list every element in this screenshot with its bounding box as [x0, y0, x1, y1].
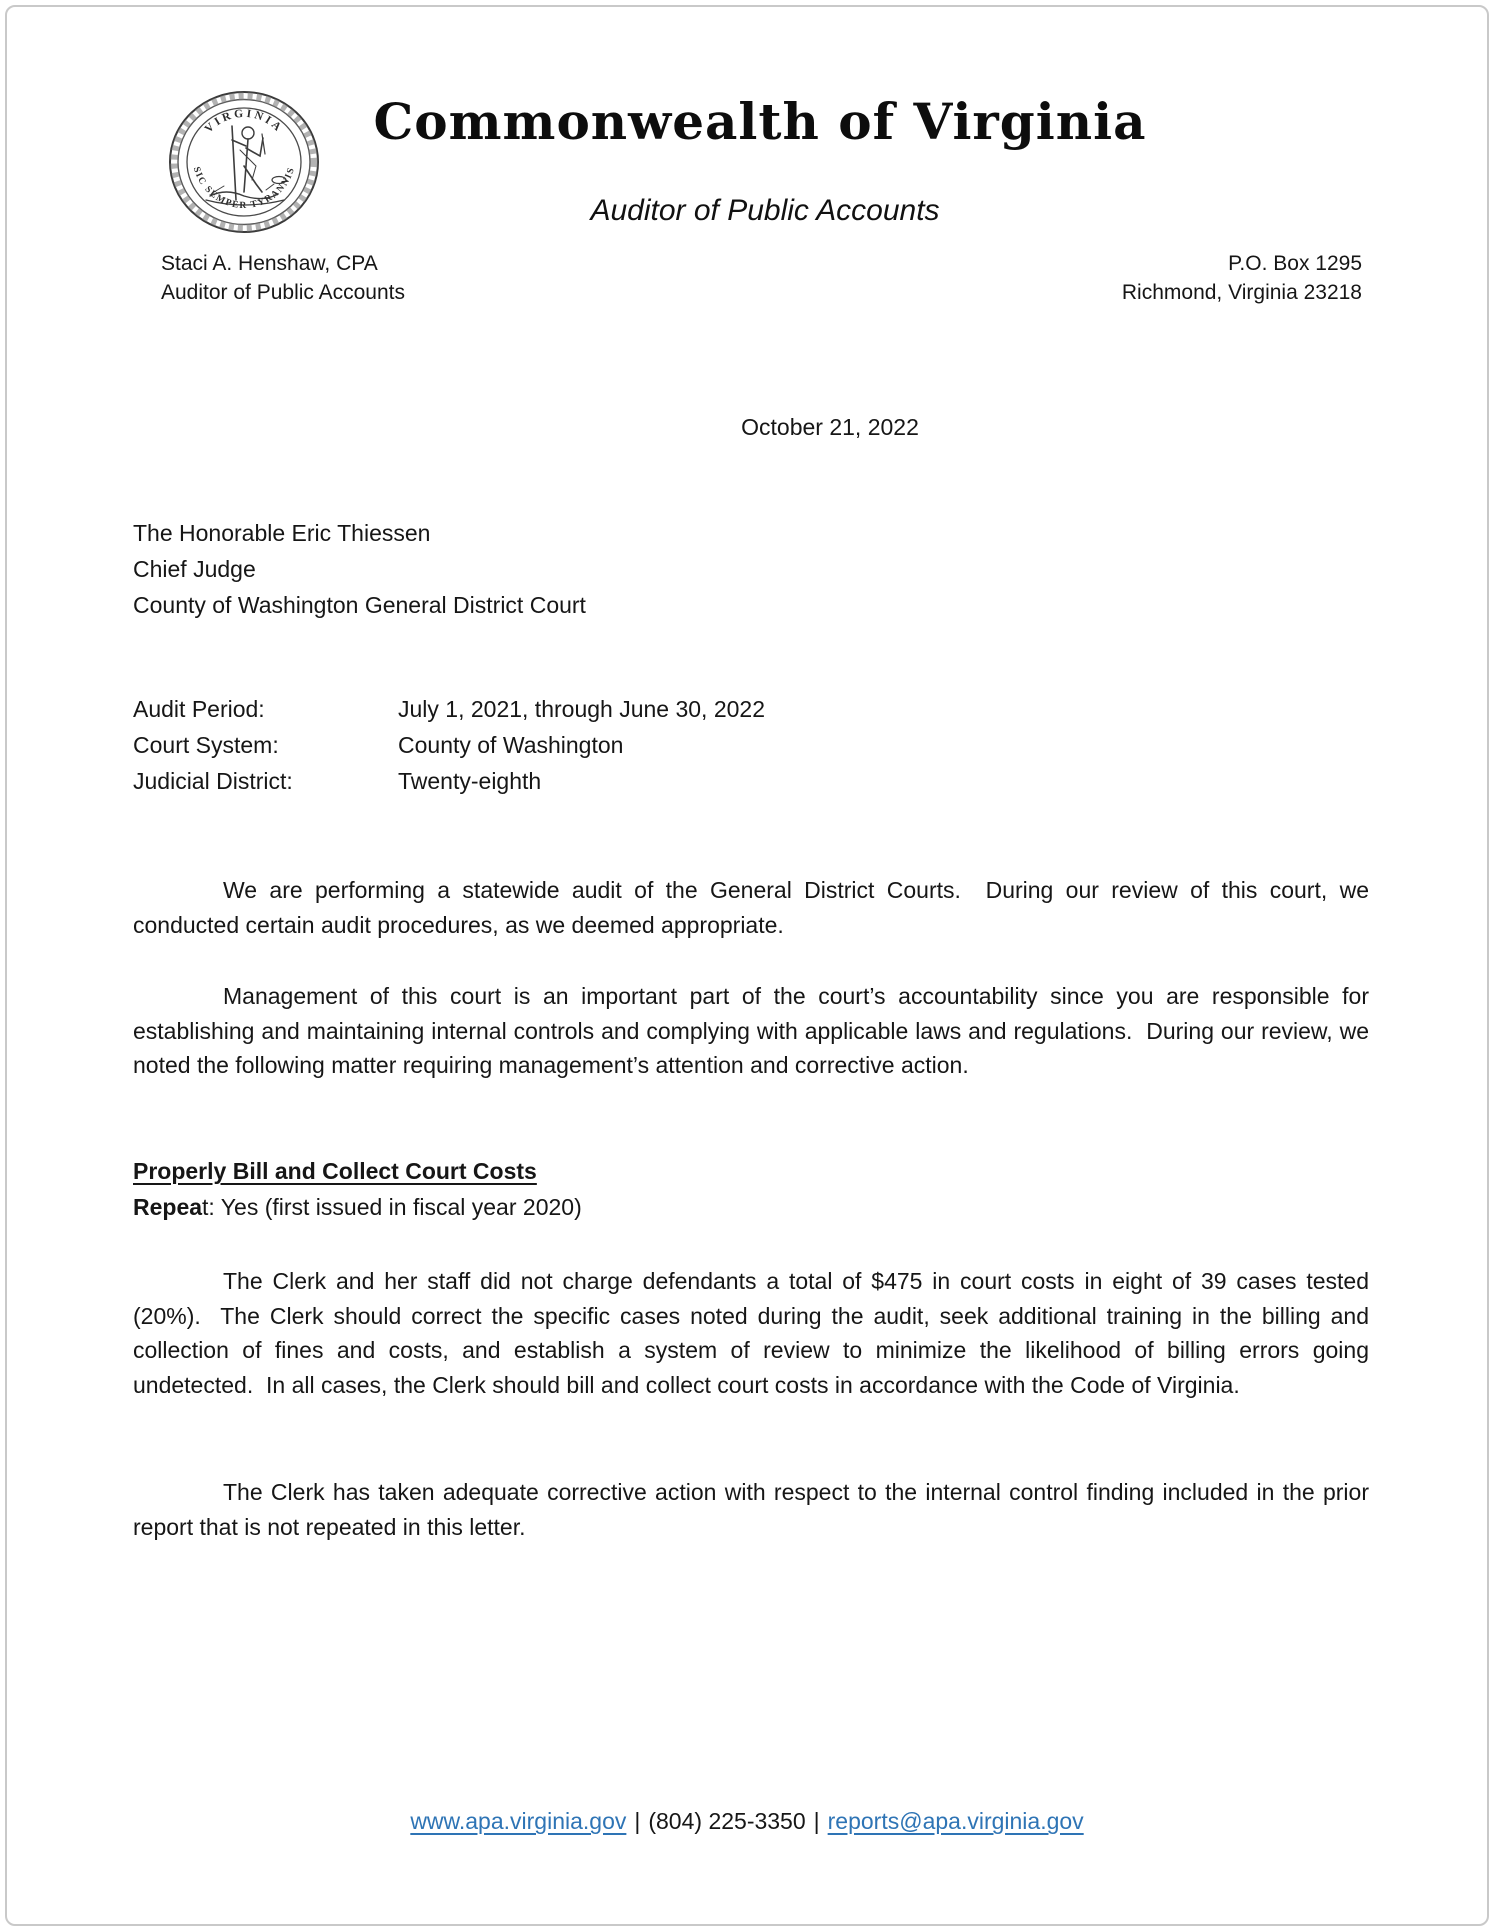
- audit-period-label: Audit Period:: [133, 696, 265, 722]
- court-system-row: [133, 727, 765, 763]
- court-system-label: Court System:: [133, 732, 279, 758]
- letter-date: October 21, 2022: [741, 414, 919, 440]
- website-link[interactable]: www.apa.virginia.gov: [410, 1808, 627, 1834]
- po-box: P.O. Box 1295: [1228, 252, 1362, 275]
- office-address-block: [1122, 249, 1362, 307]
- auditor-title: Auditor of Public Accounts: [161, 281, 405, 304]
- recipient-court: County of Washington General District Court: [133, 592, 586, 618]
- org-subtitle: Auditor of Public Accounts: [590, 194, 940, 227]
- finding-heading: Properly Bill and Collect Court Costs: [133, 1158, 537, 1184]
- auditor-contact-block: [161, 249, 405, 307]
- court-system-value: County of Washington: [398, 732, 624, 758]
- recipient-block: [133, 515, 586, 623]
- audit-details-block: [133, 691, 765, 799]
- judicial-district-label: Judicial District:: [133, 768, 293, 794]
- judicial-district-value: Twenty-eighth: [398, 768, 542, 794]
- recipient-name: The Honorable Eric Thiessen: [133, 520, 431, 546]
- audit-period-row: [133, 691, 765, 727]
- repeat-label-bold: Repea: [133, 1194, 203, 1220]
- paragraph-finding-detail: The Clerk and her staff did not charge defendants a total of $475 in court costs in eight of 39 cases tested (20%). The Clerk should correct the specific cases noted during the audit, seek additional training in the billing and collection of fines and costs, and establish a system of review to minimize the likelihood of billing errors going undetected. In all cases, the Clerk should bill and collect court costs in accordance with the Code of Virginia.: [133, 1268, 1376, 1398]
- footer-contact-line: [0, 1808, 1494, 1835]
- repeat-status-line: [133, 1194, 582, 1221]
- auditor-name: Staci A. Henshaw, CPA: [161, 252, 378, 275]
- paragraph-intro: We are performing a statewide audit of the General District Courts. During our review of this court, we conducted certain audit procedures, as we deemed appropriate.: [133, 877, 1376, 938]
- paragraph-management: Management of this court is an important part of the court’s accountability since you are responsible for establishing and maintaining internal controls and complying with applicable laws and regulations. During our review, we noted the following matter requiring management’s attention and corrective action.: [133, 983, 1376, 1079]
- city-state-zip: Richmond, Virginia 23218: [1121, 281, 1362, 304]
- footer-separator-1: |: [634, 1808, 641, 1834]
- judicial-district-row: [133, 763, 765, 799]
- footer-separator-2: |: [813, 1808, 820, 1834]
- org-title: Commonwealth of Virginia: [373, 92, 1147, 151]
- recipient-title: Chief Judge: [133, 556, 256, 582]
- paragraph-corrective-action: The Clerk has taken adequate corrective action with respect to the internal control finding included in the prior report that is not repeated in this letter.: [133, 1479, 1376, 1540]
- seal-top-text: VIRGINIA: [202, 107, 286, 136]
- email-link[interactable]: reports@apa.virginia.gov: [827, 1808, 1084, 1834]
- seal-bottom-text: SIC SEMPER TYRANNIS: [190, 165, 298, 212]
- phone-number: (804) 225-3350: [648, 1808, 806, 1834]
- repeat-label-rest: t: Yes (first issued in fiscal year 2020): [202, 1194, 582, 1220]
- audit-period-value: July 1, 2021, through June 30, 2022: [398, 696, 766, 722]
